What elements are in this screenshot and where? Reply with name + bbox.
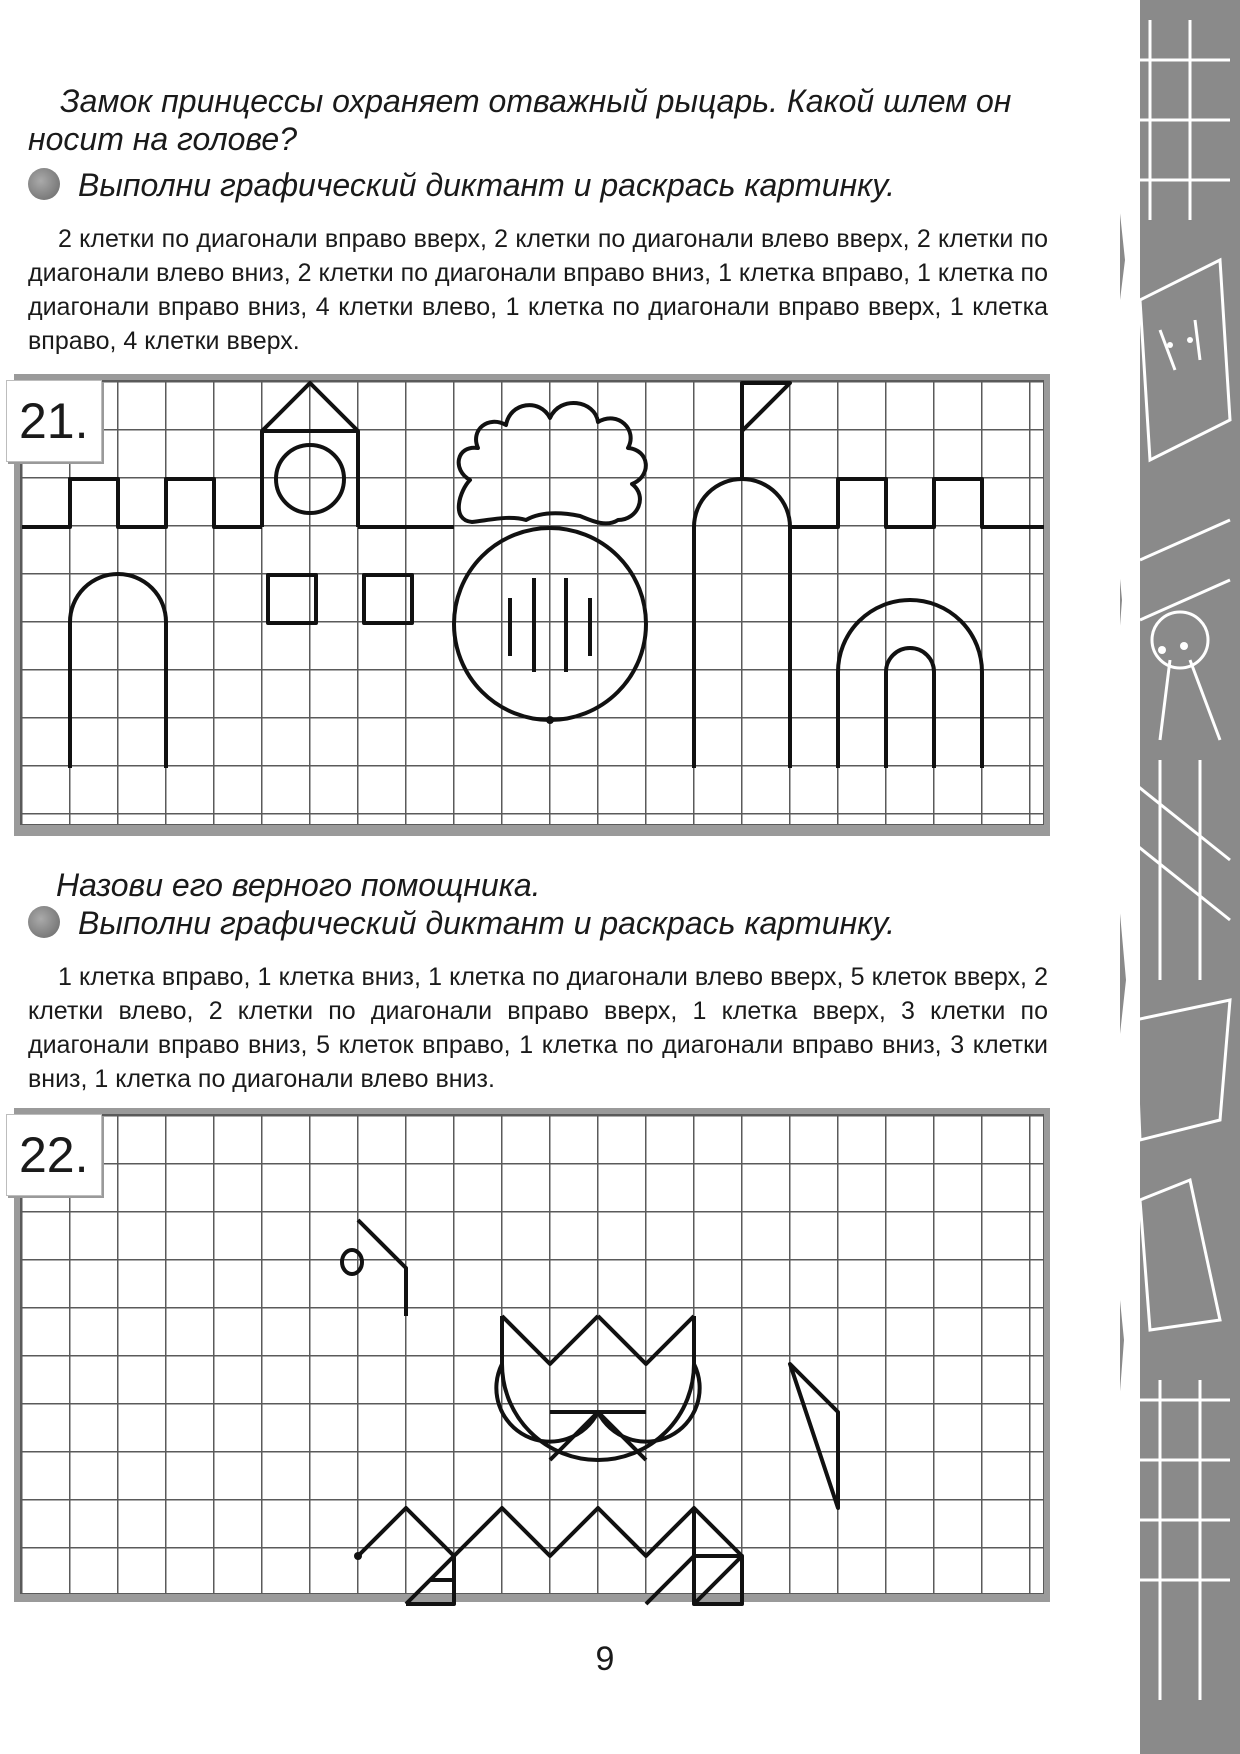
task21-title: Замок принцессы охраняет отважный рыцарь. Какой шлем он носит на голове?: [28, 83, 1012, 157]
horse-legs: [358, 1508, 742, 1556]
task21-dictation: 2 клетки по диагонали вправо вверх, 2 клетки по диагонали влево вверх, 2 клетки по диагонали влево вниз, 2 клетки по диагонали вправо вниз, 1 клетка вправо, 1 клетка по диагонали вправо вниз, 4 клетки влево, 1 клетка по диагонали вправо вверх, 1 клетка вправо, 4 клетки вверх.: [28, 225, 1048, 355]
task21-instruction: Выполни графический диктант и раскрась картинку.: [78, 167, 895, 203]
task22-title: Назови его верного помощника.: [56, 867, 541, 903]
horse-head-line: [358, 1220, 406, 1316]
task22-dictation: 1 клетка вправо, 1 клетка вниз, 1 клетка по диагонали влево вверх, 5 клеток вверх, 2 клетки влево, 2 клетки по диагонали вправо вверх, 1 клетка вверх, 3 клетки по диагонали вправо вниз, 5 клеток вправо, 1 клетка по диагонали вправо вниз, 3 клетки вниз, 1 клетка по диагонали влево вниз.: [28, 963, 1048, 1093]
task22-instruction: Выполни графический диктант и раскрась картинку.: [78, 905, 895, 941]
hoof-left: [406, 1556, 454, 1604]
saddle-pattern: [496, 1316, 699, 1460]
page-number: 9: [595, 1640, 615, 1678]
task22-number: 22.: [6, 1114, 102, 1196]
hoof-right: [646, 1508, 742, 1604]
task21-number: 21.: [6, 380, 102, 462]
horse-tail: [790, 1364, 838, 1508]
horse-eye: [342, 1250, 362, 1274]
